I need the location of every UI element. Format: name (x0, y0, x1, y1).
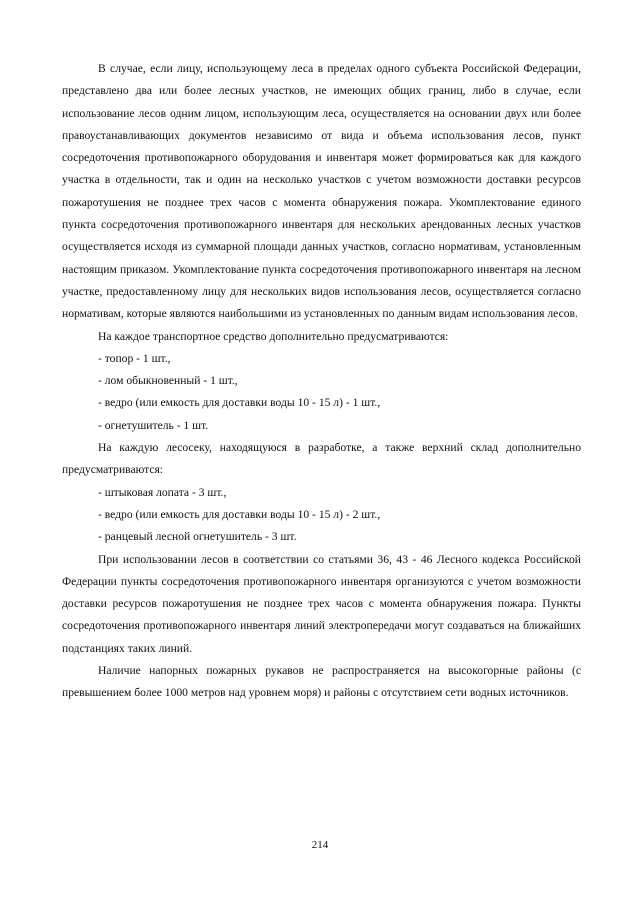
list-item: - лом обыкновенный - 1 шт., (98, 374, 238, 388)
list-item: - ведро (или емкость для доставки воды 10 - 15 л) - 2 шт., (98, 507, 381, 521)
paragraph-forest-code-articles: При использовании лесов в соответствии со статьями 36, 43 - 46 Лесного кодекса Российской Федерации пункты сосредоточения противопожарного инвентаря организуются с учетом возможности доставки ресурсов пожаротушения не позднее трех часов с момента обнаружения пожара. Пункты сосредоточения противопожарного инвентаря линий электропередачи могут создаваться на ближайших подстанциях таких линий. (62, 552, 581, 655)
cutting-area-equipment-list (62, 482, 581, 549)
list-item: - ранцевый лесной огнетушитель - 3 шт. (98, 530, 297, 544)
list-item: - ведро (или емкость для доставки воды 10 - 15 л) - 1 шт., (98, 396, 381, 410)
list-item: - штыковая лопата - 3 шт., (98, 485, 227, 499)
document-body (62, 58, 581, 705)
list-item: - топор - 1 шт., (98, 351, 171, 365)
vehicle-equipment-list (62, 348, 581, 437)
paragraph-multiple-plots: В случае, если лицу, использующему леса в пределах одного субъекта Российской Федерации, представлено два или более лесных участков, не имеющих общих границ, либо в случае, если использование лесов одним лицом, использующим леса, осуществляется на основании двух или более правоустанавливающих документов независимо от вида и объема использования лесов, пункт сосредоточения противопожарного оборудования и инвентаря может формироваться как для каждого участка в отдельности, так и один на несколько участков с учетом возможности доставки ресурсов пожаротушения не позднее трех часов с момента обнаружения пожара. Укомплектование единого пункта сосредоточения противопожарного инвентаря для нескольких арендованных лесных участков осуществляется исходя из суммарной площади данных участков, согласно нормативам, установленным настоящим приказом. Укомплектование пункта сосредоточения противопожарного инвентаря на лесном участке, предоставленному лицу для нескольких видов использования лесов, осуществляется согласно нормативам, которые являются наибольшими из установленных по данным видам использования лесов. (62, 62, 581, 321)
paragraph-fire-hoses: Наличие напорных пожарных рукавов не распространяется на высокогорные районы (с превышением более 1000 метров над уровнем моря) и районы с отсутствием сети водных источников. (62, 664, 581, 700)
paragraph-cutting-area-equipment: На каждую лесосеку, находящуюся в разработке, а также верхний склад дополнительно предусматриваются: (62, 441, 581, 477)
list-item: - огнетушитель - 1 шт. (98, 418, 209, 432)
page-number: 214 (311, 839, 329, 851)
paragraph-vehicle-equipment: На каждое транспортное средство дополнительно предусматриваются: (98, 329, 449, 343)
